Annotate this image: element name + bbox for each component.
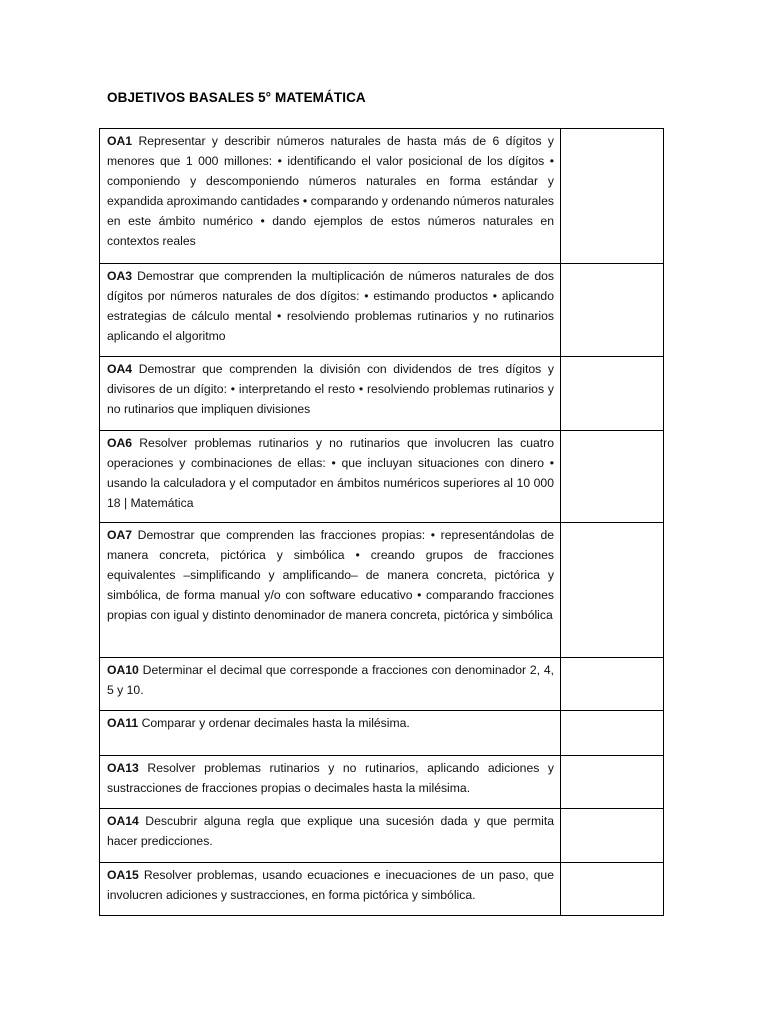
objective-text: Descubrir alguna regla que explique una sucesión dada y que permita hacer predicciones. [107, 814, 554, 848]
objective-code: OA15 [107, 868, 139, 882]
objective-text: Demostrar que comprenden la división con dividendos de tres dígitos y divisores de un dígito: • interpretando el resto • resolviendo problemas rutinarios y no rutinarios que impliquen divisiones [107, 362, 554, 416]
objective-description [100, 431, 561, 523]
objective-code: OA3 [107, 269, 133, 283]
objective-description [100, 129, 561, 264]
objective-check-cell[interactable] [561, 863, 664, 916]
objective-code: OA11 [107, 716, 139, 730]
table-row [100, 431, 664, 523]
objective-description [100, 711, 561, 756]
objective-code: OA14 [107, 814, 139, 828]
objective-description [100, 756, 561, 809]
objective-description [100, 809, 561, 863]
objective-code: OA13 [107, 761, 139, 775]
objective-text: Demostrar que comprenden las fracciones propias: • representándolas de manera concreta, pictórica y simbólica • creando grupos de fracciones equivalentes –simplificando y amplificando– de manera concreta, pictórica y simbólica, de forma manual y/o con software educativo • comparando fracciones propias con igual y distinto denominador de manera concreta, pictórica y simbólica [107, 528, 554, 622]
objective-check-cell[interactable] [561, 711, 664, 756]
objective-text: Resolver problemas rutinarios y no rutinarios, aplicando adiciones y sustracciones de fracciones propias o decimales hasta la milésima. [107, 761, 554, 795]
objective-code: OA4 [107, 362, 133, 376]
objective-text: Comparar y ordenar decimales hasta la milésima. [141, 716, 410, 730]
table-row [100, 863, 664, 916]
table-row [100, 129, 664, 264]
objective-description [100, 357, 561, 431]
objective-code: OA7 [107, 528, 133, 542]
objective-text: Resolver problemas rutinarios y no rutinarios que involucren las cuatro operaciones y combinaciones de ellas: • que incluyan situaciones con dinero • usando la calculadora y el computador en ámbitos numéricos superiores al 10 000 18 | Matemática [107, 436, 554, 510]
objective-check-cell[interactable] [561, 658, 664, 711]
objective-code: OA10 [107, 663, 139, 677]
table-row [100, 658, 664, 711]
page-title: OBJETIVOS BASALES 5° MATEMÁTICA [107, 90, 366, 105]
objective-description [100, 523, 561, 658]
objective-check-cell[interactable] [561, 756, 664, 809]
objective-code: OA1 [107, 134, 133, 148]
objective-text: Representar y describir números naturales de hasta más de 6 dígitos y menores que 1 000 millones: • identificando el valor posicional de los dígitos • componiendo y descomponiendo números naturales en forma estándar y expandida aproximando cantidades • comparando y ordenando números naturales en este ámbito numérico • dando ejemplos de estos números naturales en contextos reales [107, 134, 554, 248]
objective-check-cell[interactable] [561, 809, 664, 863]
objectives-table [99, 128, 664, 916]
table-row [100, 711, 664, 756]
objective-code: OA6 [107, 436, 133, 450]
table-row [100, 264, 664, 357]
table-row [100, 357, 664, 431]
objective-check-cell[interactable] [561, 264, 664, 357]
objective-check-cell[interactable] [561, 357, 664, 431]
table-row [100, 809, 664, 863]
objective-text: Resolver problemas, usando ecuaciones e inecuaciones de un paso, que involucren adiciones y sustracciones, en forma pictórica y simbólica. [107, 868, 554, 902]
objective-text: Determinar el decimal que corresponde a fracciones con denominador 2, 4, 5 y 10. [107, 663, 554, 697]
table-row [100, 756, 664, 809]
objective-description [100, 264, 561, 357]
objective-text: Demostrar que comprenden la multiplicación de números naturales de dos dígitos por números naturales de dos dígitos: • estimando productos • aplicando estrategias de cálculo mental • resolviendo problemas rutinarios y no rutinarios aplicando el algoritmo [107, 269, 555, 343]
objective-description [100, 658, 561, 711]
table-row [100, 523, 664, 658]
objective-check-cell[interactable] [561, 523, 664, 658]
objective-description [100, 863, 561, 916]
objective-check-cell[interactable] [561, 431, 664, 523]
objective-check-cell[interactable] [561, 129, 664, 264]
